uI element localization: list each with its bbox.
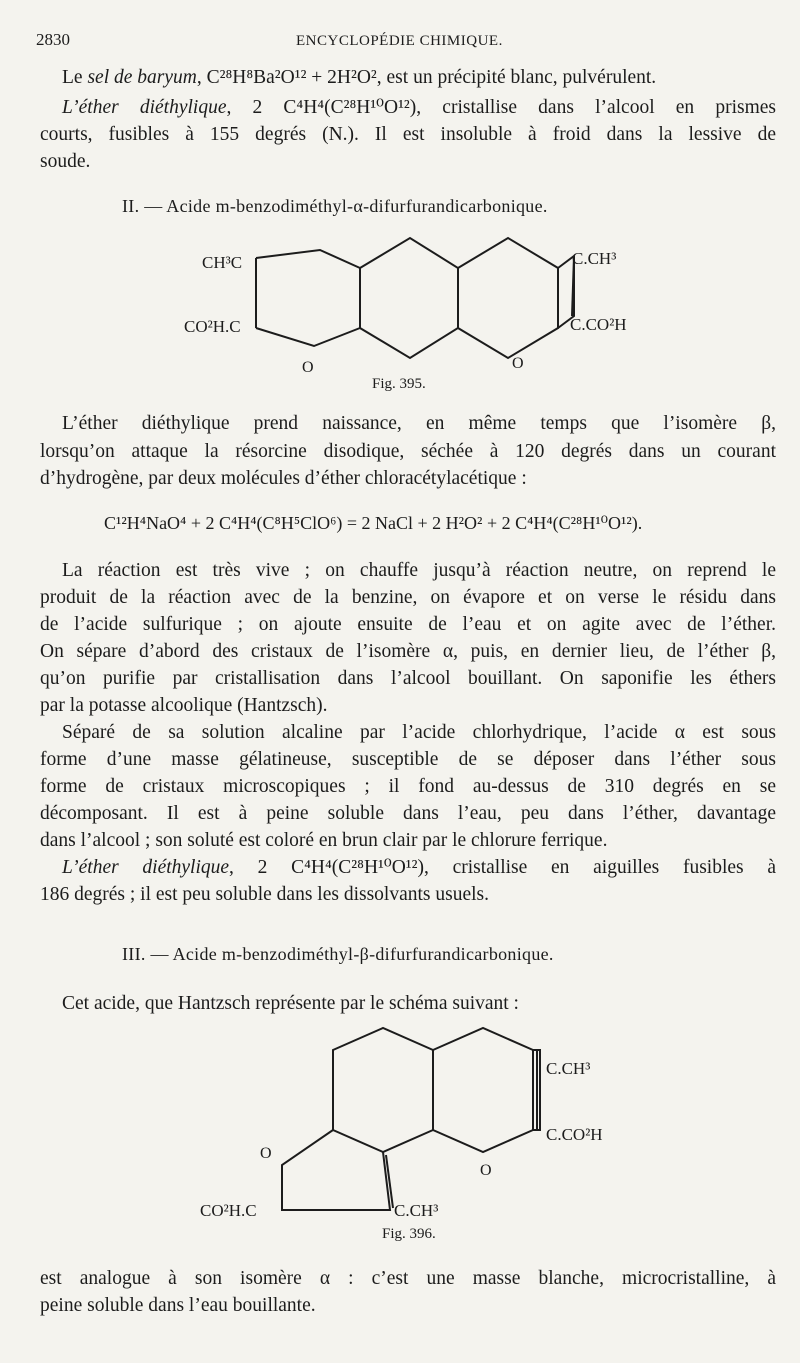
paragraph-reaction-line6: par la potasse alcoolique (Hantzsch). [40,695,328,716]
reaction-equation: C¹²H⁴NaO⁴ + 2 C⁴H⁴(C⁸H⁵ClO⁶) = 2 NaCl + 2 H²O² + 2 C⁴H⁴(C²⁸H¹⁰O¹²). [104,513,643,533]
fig395-label-right-bottom: C.CO²H [570,315,627,334]
paragraph-reaction-line3: de l’acide sulfurique ; on ajoute ensuite de l’eau et on agite avec de l’éther. [40,614,776,635]
paragraph-acid-alpha-line4: décomposant. Il est à peine soluble dans l’eau, peu dans l’éther, davantage [40,803,776,824]
paragraph-ether-1-line2: courts, fusibles à 155 degrés (N.). Il est insoluble à froid dans la lessive de [40,124,776,145]
paragraph-acid-alpha-line3: forme de cristaux microscopiques ; il fond au-dessus de 310 degrés en se [40,776,776,797]
fig395-label-right-top: C.CH³ [572,249,617,268]
paragraph-ether-formation-line3: d’hydrogène, par deux molécules d’éther chloracétylacétique : [40,468,527,489]
fig396-label-left-bottom: CO²H.C [200,1201,257,1220]
paragraph-acid-alpha-line5: dans l’alcool ; son soluté est coloré en brun clair par le chlorure ferrique. [40,830,608,851]
fig395-oxygen-right: O [512,355,524,372]
paragraph-acid-alpha-line1: Séparé de sa solution alcaline par l’acide chlorhydrique, l’acide α est sous [62,722,776,743]
figure-395-caption: Fig. 395. [372,376,426,392]
paragraph-reaction-line2: produit de la réaction avec de la benzine, on évapore et on verse le résidu dans [40,587,776,608]
figure-396-structure [190,1020,630,1240]
paragraph-analogue-line1: est analogue à son isomère α : c’est une masse blanche, microcristalline, à [40,1268,776,1289]
paragraph-hantzsch-schema: Cet acide, que Hantzsch représente par le schéma suivant : [62,993,519,1014]
figure-396-caption: Fig. 396. [382,1226,436,1242]
paragraph-ether-1-line1: L’éther diéthylique, 2 C⁴H⁴(C²⁸H¹⁰O¹²), cristallise dans l’alcool en prismes [62,97,776,118]
fig396-oxygen-left: O [260,1145,272,1162]
paragraph-ether-2-line1: L’éther diéthylique, 2 C⁴H⁴(C²⁸H¹⁰O¹²), cristallise en aiguilles fusibles à [62,857,776,878]
section-title-ii: II. — Acide m-benzodiméthyl-α-difurfurandicarbonique. [122,196,548,216]
section-title-iii: III. — Acide m-benzodiméthyl-β-difurfurandicarbonique. [122,944,554,964]
fig395-label-left-bottom: CO²H.C [184,317,241,336]
paragraph-reaction-line5: qu’on purifie par cristallisation dans l’alcool bouillant. On saponifie les éthers [40,668,776,689]
fig396-label-right-bottom: C.CO²H [546,1125,603,1144]
paragraph-analogue-line2: peine soluble dans l’eau bouillante. [40,1295,316,1316]
fig395-oxygen-left: O [302,359,314,376]
fig396-oxygen-right: O [480,1162,492,1179]
paragraph-ether-2-line2: 186 degrés ; il est peu soluble dans les dissolvants usuels. [40,884,489,905]
fig396-label-right-top: C.CH³ [546,1059,591,1078]
fig395-label-left-top: CH³C [202,253,243,272]
paragraph-ether-formation-line1: L’éther diéthylique prend naissance, en même temps que l’isomère β, [62,413,776,434]
paragraph-ether-1-line3: soude. [40,151,91,172]
paragraph-barium-salt: Le sel de baryum, C²⁸H⁸Ba²O¹² + 2H²O², est un précipité blanc, pulvérulent. [62,67,657,88]
paragraph-acid-alpha-line2: forme d’une masse gélatineuse, susceptible de se déposer dans l’éther sous [40,749,776,770]
page-number: 2830 [36,30,70,49]
paragraph-ether-formation-line2: lorsqu’on attaque la résorcine disodique, séchée à 120 degrés dans un courant [40,441,776,462]
paragraph-reaction-line4: On sépare d’abord des cristaux de l’isomère α, puis, en dernier lieu, de l’éther β, [40,641,776,662]
fig396-label-middle-bottom: C.CH³ [394,1201,439,1220]
running-title: ENCYCLOPÉDIE CHIMIQUE. [296,33,503,49]
paragraph-reaction-line1: La réaction est très vive ; on chauffe jusqu’à réaction neutre, on reprend le [62,560,776,581]
figure-395-structure [150,220,670,400]
